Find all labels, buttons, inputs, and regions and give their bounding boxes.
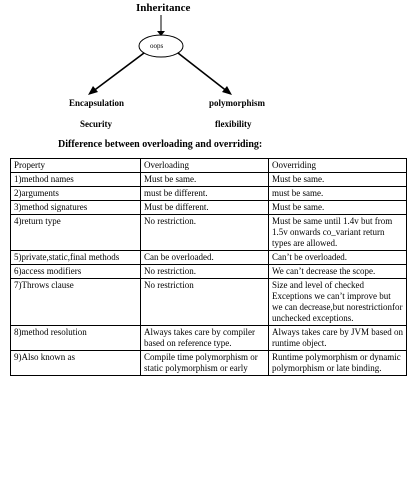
table-row bbox=[11, 215, 407, 251]
security-label: Security bbox=[80, 119, 112, 129]
table-row bbox=[11, 251, 407, 265]
arrow-to-polymorphism bbox=[178, 53, 228, 92]
cell-property: 2)arguments bbox=[11, 187, 141, 201]
arrowhead-encapsulation bbox=[88, 86, 98, 95]
cell-overriding: Always takes care by JVM based on runtime object. bbox=[269, 326, 407, 351]
cell-overloading: Must be different. bbox=[141, 201, 269, 215]
cell-overriding: Can’t be overloaded. bbox=[269, 251, 407, 265]
cell-property: 5)private,static,final methods bbox=[11, 251, 141, 265]
cell-overriding: We can’t decrease the scope. bbox=[269, 265, 407, 279]
table-row bbox=[11, 201, 407, 215]
header-property: Property bbox=[11, 159, 141, 173]
arrow-to-encapsulation bbox=[92, 53, 144, 92]
cell-overloading: No restriction. bbox=[141, 265, 269, 279]
oops-label: oops bbox=[150, 42, 164, 50]
cell-overloading: No restriction. bbox=[141, 215, 269, 251]
table-row bbox=[11, 187, 407, 201]
arrowhead-polymorphism bbox=[222, 86, 232, 95]
inheritance-diagram bbox=[0, 0, 418, 150]
cell-overloading: Compile time polymorphism or static polymorphism or early bbox=[141, 351, 269, 376]
cell-overloading: Must be same. bbox=[141, 173, 269, 187]
cell-property: 7)Throws clause bbox=[11, 279, 141, 326]
cell-property: 1)method names bbox=[11, 173, 141, 187]
cell-overloading: Can be overloaded. bbox=[141, 251, 269, 265]
table-row bbox=[11, 326, 407, 351]
cell-overriding: Must be same. bbox=[269, 173, 407, 187]
cell-overriding: Size and level of checked Exceptions we can’t improve but we can decrease,but norestrictionfor unchecked exceptions. bbox=[269, 279, 407, 326]
cell-overriding: Runtime polymorphism or dynamic polymorphism or late binding. bbox=[269, 351, 407, 376]
table-row bbox=[11, 279, 407, 326]
header-overriding: Ooverriding bbox=[269, 159, 407, 173]
cell-overloading: must be different. bbox=[141, 187, 269, 201]
cell-overriding: Must be same. bbox=[269, 201, 407, 215]
section-heading: Difference between overloading and overriding: bbox=[58, 139, 263, 150]
table-header-row bbox=[11, 159, 407, 173]
cell-overloading: No restriction bbox=[141, 279, 269, 326]
header-overloading: Overloading bbox=[141, 159, 269, 173]
encapsulation-label: Encapsulation bbox=[69, 98, 125, 108]
diagram-title: Inheritance bbox=[136, 2, 191, 14]
polymorphism-label: polymorphism bbox=[209, 98, 266, 108]
cell-overloading: Always takes care by compiler based on reference type. bbox=[141, 326, 269, 351]
cell-property: 6)access modifiers bbox=[11, 265, 141, 279]
cell-overriding: Must be same until 1.4v but from 1.5v onwards co_variant return types are allowed. bbox=[269, 215, 407, 251]
diagram-lines bbox=[0, 0, 418, 150]
table-row bbox=[11, 265, 407, 279]
cell-property: 9)Also known as bbox=[11, 351, 141, 376]
cell-property: 4)return type bbox=[11, 215, 141, 251]
cell-property: 8)method resolution bbox=[11, 326, 141, 351]
cell-property: 3)method signatures bbox=[11, 201, 141, 215]
comparison-table bbox=[10, 158, 407, 376]
flexibility-label: flexibility bbox=[215, 119, 252, 129]
cell-overriding: must be same. bbox=[269, 187, 407, 201]
table-row bbox=[11, 351, 407, 376]
table-row bbox=[11, 173, 407, 187]
